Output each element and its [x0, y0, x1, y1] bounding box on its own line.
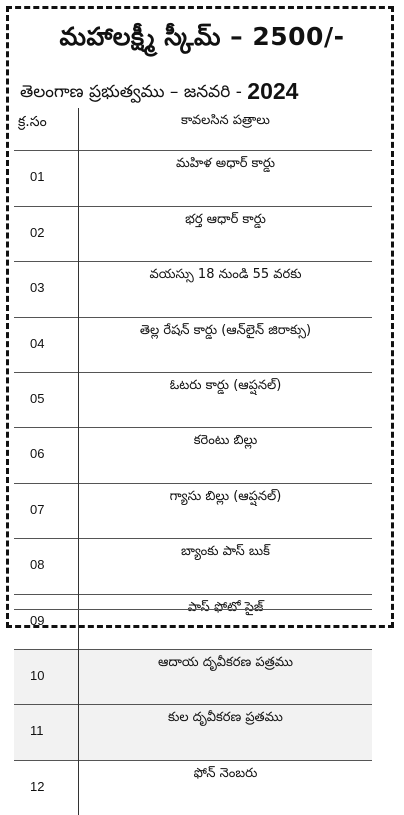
- row-document: వయస్సు 18 నుండి 55 వరకు: [79, 262, 373, 317]
- table-row: [14, 483, 372, 538]
- page-subtitle: [20, 78, 392, 106]
- row-number: 01: [14, 151, 79, 206]
- row-number: 04: [14, 317, 79, 372]
- table-row: [14, 428, 372, 483]
- table-row: [14, 594, 372, 649]
- row-document: కరెంటు బిల్లు: [79, 428, 373, 483]
- page-title: మహాలక్ష్మీ స్కీమ్ – 2500/-: [59, 22, 345, 51]
- table-row: [14, 151, 372, 206]
- row-document: కుల దృవీకరణ ప్రతము: [79, 705, 373, 760]
- serial-number-header: క్ర.సం: [14, 108, 79, 151]
- row-number: 08: [14, 539, 79, 594]
- row-number: 12: [14, 760, 79, 815]
- table-row: [14, 262, 372, 317]
- table-row: [14, 760, 372, 815]
- table-row: [14, 705, 372, 760]
- row-number: 11: [14, 705, 79, 760]
- row-document: పాస్ ఫోటో సైజ్: [79, 594, 373, 649]
- row-document: తెల్ల రేషన్ కార్డు (ఆన్‌లైన్ జిరాక్సు): [79, 317, 373, 372]
- row-document: భర్త ఆధార్ కార్డు: [79, 206, 373, 261]
- row-document: బ్యాంకు పాస్ బుక్: [79, 539, 373, 594]
- row-number: 06: [14, 428, 79, 483]
- required-documents-header: కావలసిన పత్రాలు: [181, 113, 270, 128]
- row-document: ఆదాయ దృవీకరణ పత్రము: [79, 649, 373, 704]
- row-number: 05: [14, 372, 79, 427]
- row-number: 10: [14, 649, 79, 704]
- row-number: 07: [14, 483, 79, 538]
- documents-table: [14, 108, 372, 815]
- row-document: ఓటరు కార్డు (ఆప్షనల్): [79, 372, 373, 427]
- subtitle-year: 2024: [247, 78, 299, 104]
- row-number: 09: [14, 594, 79, 649]
- row-document: గ్యాసు బిల్లు (ఆప్షనల్): [79, 483, 373, 538]
- table-header-row: [14, 108, 372, 151]
- row-number: 03: [14, 262, 79, 317]
- table-row: [14, 649, 372, 704]
- table-bottom-rule: [14, 609, 372, 610]
- row-number: 02: [14, 206, 79, 261]
- row-document: మహిళ అధార్ కార్డు: [79, 151, 373, 206]
- subtitle-text: తెలంగాణ ప్రభుత్వము – జనవరి -: [20, 82, 242, 102]
- table-row: [14, 539, 372, 594]
- row-document: ఫోన్ నెంబరు: [79, 760, 373, 815]
- table-row: [14, 206, 372, 261]
- table-row: [14, 372, 372, 427]
- table-row: [14, 317, 372, 372]
